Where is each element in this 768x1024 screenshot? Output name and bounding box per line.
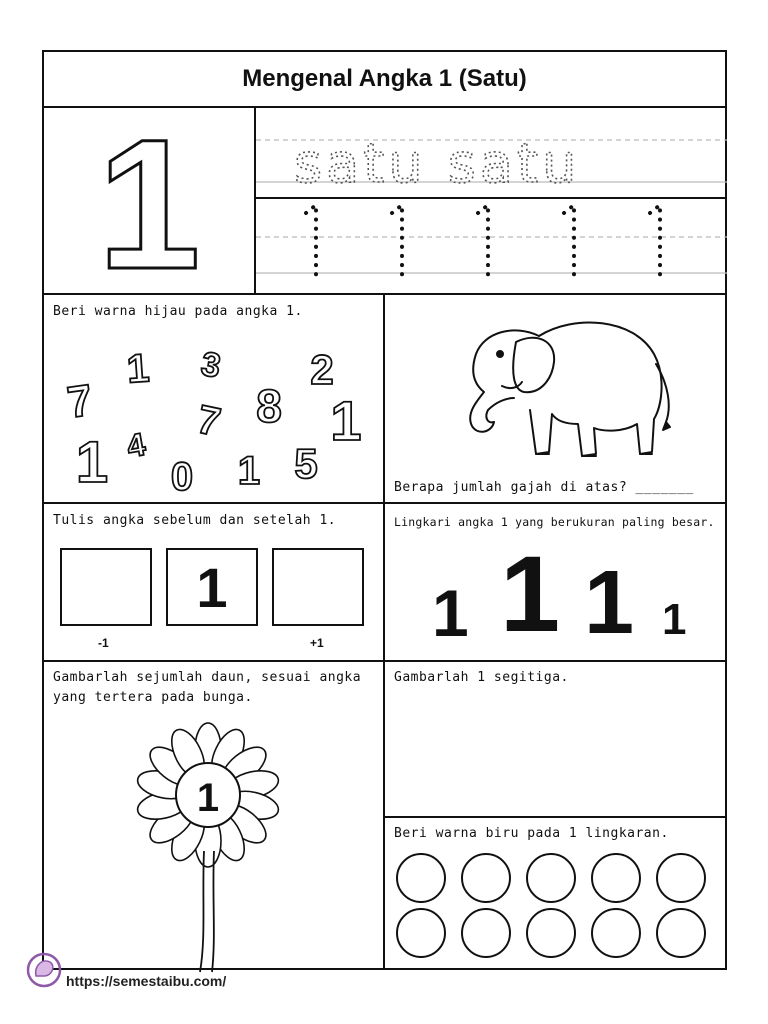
color-circle[interactable] <box>592 909 640 957</box>
elephant-drawing <box>444 314 674 464</box>
color-circle[interactable] <box>657 854 705 902</box>
page-title: Mengenal Angka 1 (Satu) <box>44 52 725 108</box>
elephant-question: Berapa jumlah gajah di atas? _______ <box>394 480 694 495</box>
digit-one-medium[interactable]: 1 <box>432 576 469 650</box>
outline-number[interactable]: 0 <box>170 455 194 499</box>
instruction-leaves-line2: yang tertera pada bunga. <box>53 690 253 705</box>
color-circle[interactable] <box>397 854 445 902</box>
big-number-text: 1 <box>97 102 201 308</box>
outline-number[interactable]: 7 <box>64 375 96 428</box>
outline-number[interactable]: 3 <box>198 344 224 386</box>
trace-word-area <box>256 110 727 196</box>
worksheet-frame <box>42 50 727 970</box>
divider <box>44 660 727 662</box>
color-circle[interactable] <box>462 909 510 957</box>
outline-number[interactable]: 1 <box>125 346 151 392</box>
instruction-before-after: Tulis angka sebelum dan setelah 1. <box>53 513 337 528</box>
divider <box>44 502 727 504</box>
color-circle[interactable] <box>462 854 510 902</box>
flower-number: 1 <box>196 776 220 820</box>
outline-number[interactable]: 2 <box>310 346 334 393</box>
outline-number[interactable]: 1 <box>237 449 261 493</box>
color-circle[interactable] <box>657 909 705 957</box>
trace-digit-one[interactable] <box>564 205 574 275</box>
instruction-leaves-line1: Gambarlah sejumlah daun, sesuai angka <box>53 670 362 685</box>
outline-number[interactable]: 7 <box>193 397 225 446</box>
circle-grid <box>394 848 724 966</box>
trace-digit-one[interactable] <box>306 205 316 275</box>
color-circle[interactable] <box>397 909 445 957</box>
instruction-triangle: Gambarlah 1 segitiga. <box>394 670 569 685</box>
instruction-color-green: Beri warna hijau pada angka 1. <box>53 304 303 319</box>
trace-digit-one[interactable] <box>392 205 402 275</box>
scattered-numbers <box>44 322 383 502</box>
color-circle[interactable] <box>527 854 575 902</box>
digit-one-largest[interactable]: 1 <box>500 533 561 654</box>
trace-digit-area <box>256 199 727 293</box>
flower-drawing <box>134 727 284 972</box>
digit-one-large[interactable]: 1 <box>584 553 635 653</box>
outline-number[interactable]: 5 <box>294 440 318 487</box>
outline-number[interactable]: 1 <box>75 430 109 495</box>
trace-digit-one[interactable] <box>650 205 660 275</box>
answer-box-after[interactable] <box>272 548 364 626</box>
logo-icon <box>26 950 62 990</box>
big-number-one <box>97 102 201 308</box>
label-plus-one: +1 <box>310 636 324 650</box>
color-circle[interactable] <box>527 909 575 957</box>
outline-number[interactable]: 1 <box>330 389 362 452</box>
divider <box>383 295 385 970</box>
number-box-middle: 1 <box>166 548 258 626</box>
trace-word-text: satu satu <box>294 132 581 195</box>
outline-number[interactable]: 8 <box>256 380 282 432</box>
label-minus-one: -1 <box>98 636 109 650</box>
trace-digit-one[interactable] <box>478 205 488 275</box>
answer-box-before[interactable] <box>60 548 152 626</box>
digit-one-small[interactable]: 1 <box>662 595 687 644</box>
outline-number[interactable]: 4 <box>124 425 148 465</box>
divider <box>385 816 727 818</box>
instruction-circle-biggest: Lingkari angka 1 yang berukuran paling besar. <box>394 515 715 529</box>
instruction-blue-circle: Beri warna biru pada 1 lingkaran. <box>394 826 669 841</box>
color-circle[interactable] <box>592 854 640 902</box>
footer-url[interactable]: https://semestaibu.com/ <box>66 973 227 989</box>
